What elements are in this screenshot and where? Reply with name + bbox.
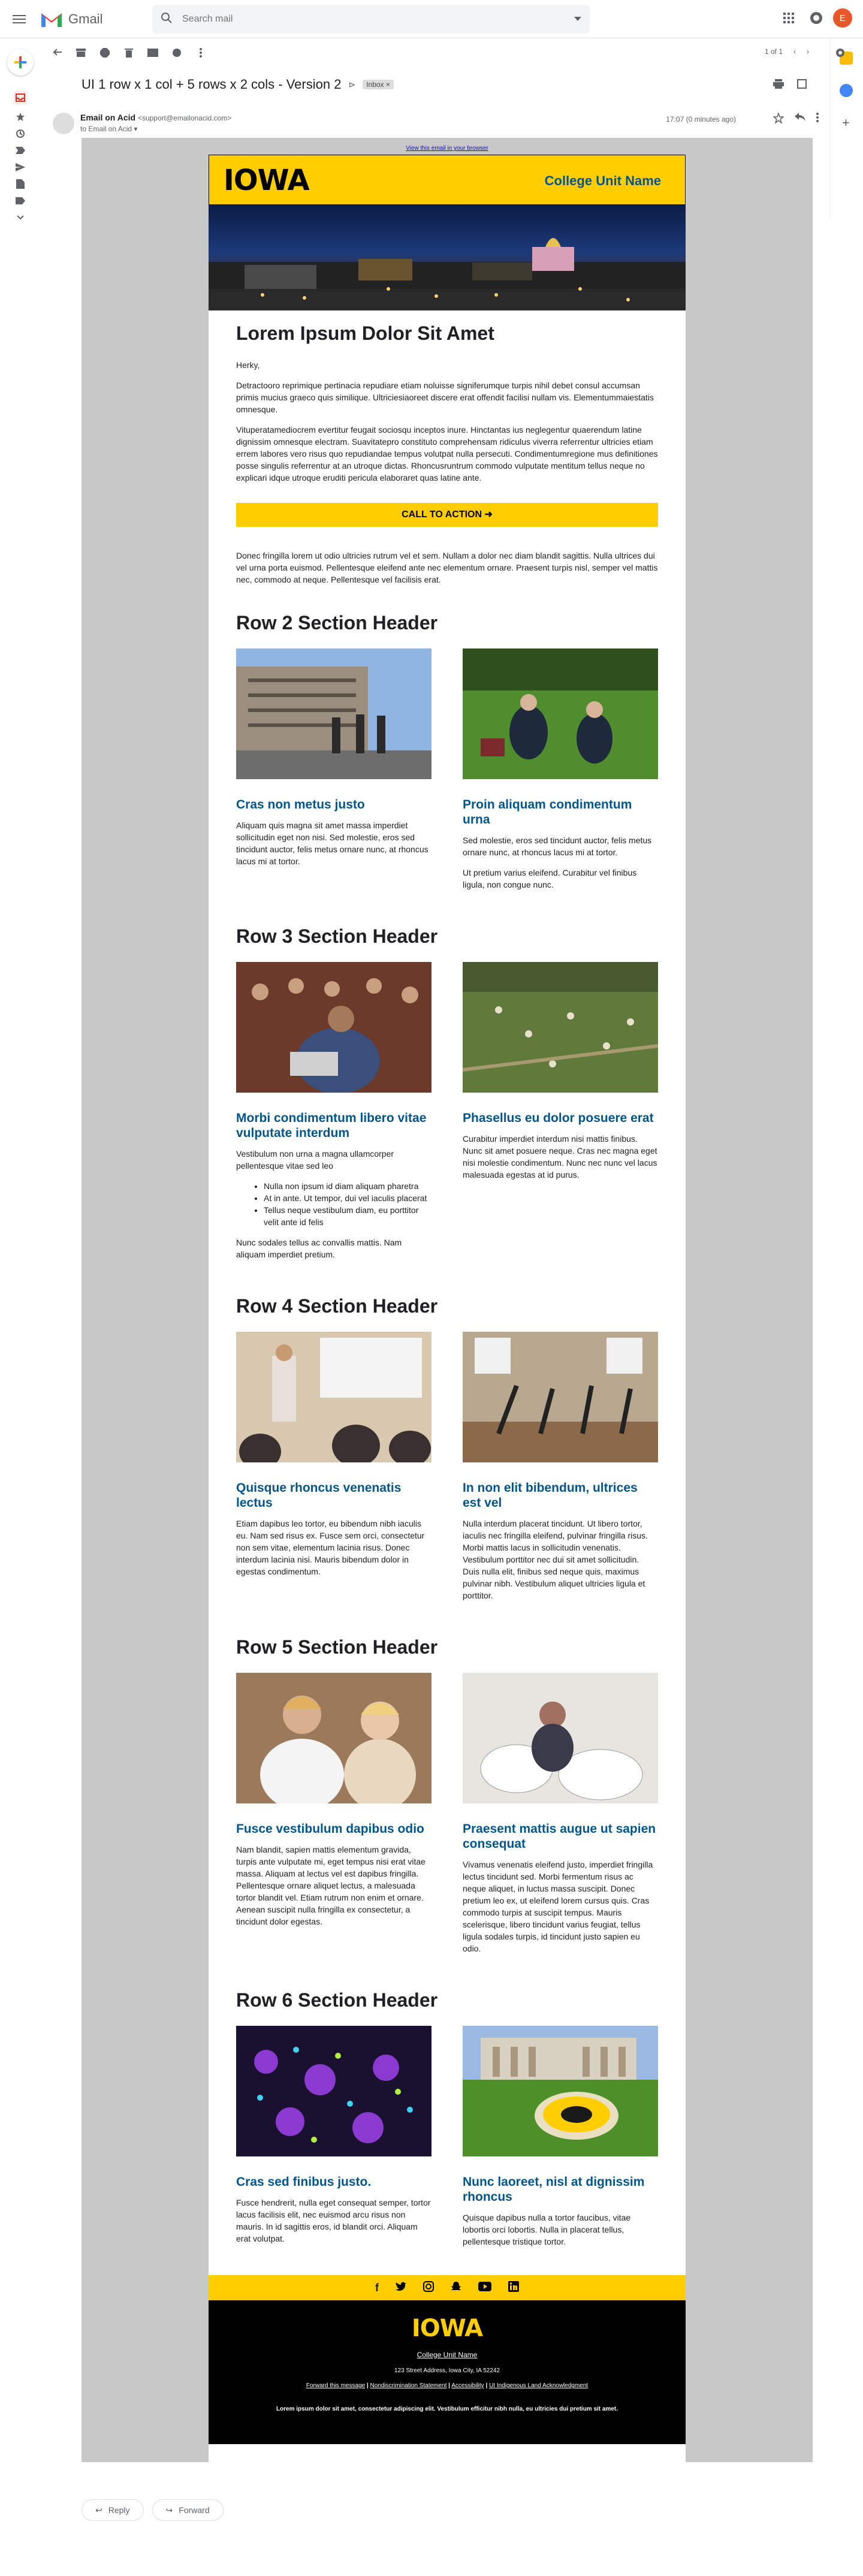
remove-label-icon[interactable]: × [385, 80, 390, 89]
twitter-icon[interactable] [396, 2282, 406, 2294]
pager-range: 1 of 1 [764, 47, 783, 56]
forward-button[interactable] [152, 2499, 224, 2521]
forward-arrow-icon: ↪ [165, 2505, 173, 2515]
row-3-bullet-list [264, 1180, 432, 1228]
reply-forward-bar [82, 2499, 224, 2521]
subject-actions [773, 79, 807, 92]
sent-icon[interactable] [14, 161, 27, 174]
intro-paragraph-1: Detractooro reprimique pertinacia repudiare etiam noluisse signiferumque turpis nihil debet consul accumsan primis mucius graeco quis similique. Ultriciesiaoreet discere erat offendit facilisi nullam vis. Elementummaiestatis omnesque. [236, 381, 654, 414]
next-chevron-icon[interactable]: › [807, 47, 809, 56]
row-6-right-title[interactable]: Nunc laoreet, nisl at dignissim rhoncus [463, 2175, 645, 2204]
important-icon[interactable] [14, 144, 27, 157]
row-5-left [236, 1673, 432, 1963]
starred-icon[interactable] [14, 110, 27, 123]
bullet-item: • Tellus neque vestibulum diam, eu porttitor velit ante id felis [264, 1204, 432, 1228]
message-actions [773, 113, 819, 126]
sender-avatar [53, 113, 74, 134]
row-6 [236, 2026, 658, 2256]
footer-unit-link[interactable]: College Unit Name [417, 2351, 478, 2359]
intro-paragraph-3: Donec fringilla lorem ut odio ultricies rutrum vel et sem. Nullam a dolor nec diam blandit sagittis. Nulla ultrices dui vel urna porta euismod. Pellentesque eleifend ante nec elementum ornare. Praesent turpis nisl, semper vel mattis nec, commodo at neque. Pellentesque vel facilisis erat. [236, 551, 658, 584]
row-3-header: Row 3 Section Header [236, 925, 438, 947]
pagination [765, 47, 809, 56]
user-avatar[interactable]: E [833, 8, 852, 28]
footer-disclaimer: Lorem ipsum dolor sit amet, consectetur adipiscing elit. Vestibulum efficitur nibh nulla, eu ultricies dui pretium sit amet. [276, 2406, 618, 2412]
row-2-header: Row 2 Section Header [236, 612, 438, 634]
settings-gear-icon[interactable] [834, 47, 846, 59]
college-unit-name[interactable]: College Unit Name [544, 173, 661, 188]
delete-icon[interactable] [122, 46, 135, 59]
row-3-right-title[interactable]: Phasellus eu dolor posuere erat [463, 1111, 654, 1125]
row-4-right-text: Nulla interdum placerat tincidunt. Ut libero tortor, iaculis nec fringilla eleifend, pulvinar fringilla risus. Morbi mattis lacus in sollicitudin venenatis. Vestibulum porttitor nec dui sit amet sollicitudin. Duis nulla elit, finibus sed neque quis, maximus pulvinar nibh. Vestibulum aliquet ultricies ligula et porttitor. [463, 1519, 648, 1600]
main-menu-icon[interactable] [7, 7, 31, 31]
call-to-action-button[interactable] [236, 503, 658, 527]
row-2-left-image [236, 648, 432, 779]
recipient-line[interactable]: to Email on Acid ▾ [80, 125, 138, 133]
row-4-right-image [463, 1332, 658, 1462]
linkedin-icon[interactable] [508, 2281, 519, 2295]
recipient-text: to Email on Acid [80, 125, 132, 133]
greeting: Herky, [236, 360, 260, 370]
row-6-left-text: Fusce hendrerit, nulla eget consequat semper, tortor lacus facilisis elit, nec euismod arcu risus non mauris. In id sagittis eros, id blandit orci. Aliquam erat volutpat. [236, 2198, 431, 2243]
row-2-left-text: Aliquam quis magna sit amet massa imperdiet sollicitudin eget non nisi. Sed molestie, eros sed tincidunt auctor, felis metus ornare nunc, at rhoncus lacus mi at tortor. [236, 821, 429, 866]
subject-text: UI 1 row x 1 col + 5 rows x 2 cols - Version 2 [82, 77, 342, 92]
instagram-icon[interactable] [423, 2281, 434, 2295]
drafts-icon[interactable] [14, 177, 27, 191]
search-icon[interactable] [161, 12, 173, 27]
footer-separator: | [448, 2382, 450, 2389]
side-panel [829, 38, 863, 218]
row-4-header: Row 4 Section Header [236, 1295, 438, 1317]
message-subject [82, 77, 394, 92]
footer-separator: | [366, 2382, 369, 2389]
sender-name[interactable]: Email on Acid [80, 113, 136, 122]
row-3-left-image [236, 962, 432, 1093]
row-5-right-text: Vivamus venenatis eleifend justo, imperdiet fringilla lectus tincidunt sed. Morbi fermentum risus ac neque aliquet, in luctus massa suscipit. Donec pretium leo ex, ut eleifend lorem cursus quis. Cras commodo turpis at suscipit tempus. Mauris scelerisque, libero tincidunt varius feugiat, tellus ligula sodales turpis, id tincidunt justo sapien eu odio. [463, 1860, 653, 1953]
row-3-right-image [463, 962, 658, 1093]
archive-icon[interactable] [74, 46, 87, 59]
forward-label: Forward [179, 2505, 210, 2515]
row-2-right [463, 648, 658, 899]
gmail-m-icon [40, 10, 64, 28]
row-2-right-image [463, 648, 658, 779]
bullet-item: • Nulla non ipsum id diam aliquam pharetra [264, 1180, 432, 1192]
footer-iowa-logo[interactable]: IOWA [411, 2315, 483, 2342]
row-6-right [463, 2026, 658, 2256]
row-3-right-text: Curabitur imperdiet interdum nisi mattis finibus. Nunc sit amet posuere neque. Cras nec magna eget nisi molestie condimentum. Nunc nec nunc vel lacus malesuada egestas at id purus. [463, 1134, 657, 1180]
prev-chevron-icon[interactable]: ‹ [793, 47, 796, 56]
search-input[interactable] [182, 14, 574, 25]
row-5-header: Row 5 Section Header [236, 1636, 438, 1658]
row-5-right-image [463, 1673, 658, 1803]
email-footer [209, 2300, 686, 2444]
facebook-icon[interactable]: f [375, 2281, 379, 2294]
back-arrow-icon[interactable] [50, 46, 64, 59]
row-2-right-title[interactable]: Proin aliquam condimentum urna [463, 798, 632, 827]
more-vert-icon[interactable] [194, 46, 207, 59]
snooze-icon[interactable] [170, 46, 183, 59]
reply-arrow-icon: ↩ [95, 2505, 102, 2515]
message-toolbar [41, 38, 829, 67]
row-3-left-text-2: Nunc sodales tellus ac convallis mattis. Nam aliquam imperdiet pretium. [236, 1238, 402, 1259]
row-5-left-title[interactable]: Fusce vestibulum dapibus odio [236, 1822, 424, 1836]
footer-links [209, 2382, 686, 2389]
row-6-header: Row 6 Section Header [236, 1989, 438, 2011]
row-3-right [463, 962, 658, 1269]
row-4-left [236, 1332, 432, 1610]
row-3 [236, 962, 658, 1269]
report-spam-icon[interactable] [98, 46, 111, 59]
sender-line [80, 113, 231, 122]
email-body-canvas [82, 138, 813, 2462]
search-options-icon[interactable] [574, 14, 581, 25]
add-addon-icon[interactable]: + [842, 115, 850, 130]
email-template [209, 155, 686, 2462]
tasks-icon[interactable] [840, 84, 853, 97]
email-title: Lorem Ipsum Dolor Sit Amet [236, 322, 494, 344]
forward-message-link[interactable]: Forward this message [306, 2382, 366, 2389]
row-5-right [463, 1673, 658, 1963]
row-3-left [236, 962, 432, 1269]
sender-email: <support@emailonacid.com> [137, 114, 232, 122]
row-3-left-title[interactable]: Morbi condimentum libero vitae vulputate interdum [236, 1111, 427, 1140]
social-bar [209, 2275, 686, 2300]
gmail-logo[interactable] [40, 10, 102, 29]
row-6-left-title[interactable]: Cras sed finibus justo. [236, 2175, 372, 2189]
arrow-right-icon: ➜ [484, 509, 493, 520]
open-new-window-icon[interactable] [797, 79, 807, 92]
row-2-left-title[interactable]: Cras non metus justo [236, 798, 365, 812]
gmail-header [0, 0, 863, 38]
account-circle-icon[interactable] [805, 7, 827, 29]
row-2 [236, 648, 658, 899]
reply-button[interactable] [82, 2499, 144, 2521]
accessibility-link[interactable]: Accessibility [451, 2382, 484, 2389]
label-icon[interactable] [14, 194, 27, 207]
apps-grid-icon[interactable] [778, 7, 799, 29]
footer-address: 123 Street Address, Iowa City, IA 52242 [394, 2367, 500, 2374]
more-chevron-icon[interactable] [14, 211, 27, 224]
row-6-right-image [463, 2026, 658, 2156]
row-4-right-title[interactable]: In non elit bibendum, ultrices est vel [463, 1481, 638, 1510]
row-2-right-text: Sed molestie, eros sed tincidunt auctor, felis metus ornare nunc, at rhoncus lacus mi at tortor. [463, 835, 652, 857]
mark-unread-icon[interactable] [146, 46, 159, 59]
row-5-right-title[interactable]: Praesent mattis augue ut sapien consequat [463, 1822, 656, 1851]
bullet-item: • At in ante. Ut tempor, dui vel iaculis placerat [264, 1192, 432, 1204]
intro-paragraph-2: Vituperatamediocrem evertitur feugait sociosqu inceptos inure. Hinctantas ius neglegentur quaerendum latine dignissim omnesque electram. Suavitatepro constituto comprehensam ridiculus viverra referrentur ultricies etiam errem labores vero risus quo repudiandae tempus volutpat nulla persecuti. Condimentumregione mus definitiones posse singulis referrentur at an utroque dictas. Rhoncusruntrum commodo vulputate mentitum tellus neque no explicari idque utroque eruditi pericula elaboraret quas latine ante. [236, 425, 658, 482]
row-3-left-text: Vestibulum non urna a magna ullamcorper pellentesque vitae sed leo [236, 1149, 394, 1171]
row-5 [236, 1673, 658, 1963]
row-2-left [236, 648, 432, 899]
iowa-logo[interactable]: IOWA [224, 164, 309, 197]
star-icon[interactable] [773, 113, 784, 126]
footer-separator: | [485, 2382, 488, 2389]
snoozed-icon[interactable] [14, 127, 27, 140]
snapchat-icon[interactable] [451, 2281, 461, 2295]
row-4-left-text: Etiam dapibus leo tortor, eu bibendum nibh iaculis eu. Nam sed risus ex. Fusce sem orci, consectetur non sem vitae, elementum lacinia risus. Donec interdum lacinia nisi. Mauris bibendum dolor in egestas condimentum. [236, 1519, 425, 1576]
more-options-icon[interactable] [816, 113, 819, 126]
reply-icon[interactable] [795, 113, 805, 126]
row-4 [236, 1332, 658, 1610]
inbox-label-chip[interactable] [363, 80, 394, 89]
compose-button[interactable] [7, 49, 34, 76]
row-5-left-text: Nam blandit, sapien mattis elementum gravida, turpis ante vulputate mi, eget tempus nisi erat vitae massa. Aliquam at lectus vel est dapibus fringilla. Pellentesque ornare aliquet lectus, a malesuada tortor blandit vel. Etiam rutrum non enim et ornare. Aenean suscipit nulla fringilla ex consectetur, a tincidunt dolor egestas. [236, 1845, 426, 1926]
row-4-right [463, 1332, 658, 1610]
row-6-left [236, 2026, 432, 2256]
hero-image [209, 205, 686, 310]
email-header [209, 155, 686, 205]
print-icon[interactable] [773, 79, 784, 92]
youtube-icon[interactable] [478, 2282, 491, 2294]
row-2-right-text-2: Ut pretium varius eleifend. Curabitur vel finibus ligula, non congue nunc. [463, 868, 637, 889]
nondiscrimination-link[interactable]: Nondiscrimination Statement [370, 2382, 447, 2389]
cta-label: CALL TO ACTION [402, 509, 482, 520]
row-6-left-image [236, 2026, 432, 2156]
row-5-left-image [236, 1673, 432, 1803]
inbox-icon[interactable] [14, 91, 27, 104]
row-4-left-image [236, 1332, 432, 1462]
search-bar[interactable] [152, 5, 590, 34]
important-marker-icon[interactable]: ⊳ [348, 79, 356, 89]
row-6-right-text: Quisque dapibus nulla a tortor faucibus, vitae lobortis orci lobortis. Nulla in placerat tellus, pellentesque tristique tortor. [463, 2213, 631, 2246]
inbox-label-text: Inbox [366, 80, 384, 89]
land-acknowledgment-link[interactable]: UI Indigenous Land Acknowledgment [489, 2382, 589, 2389]
view-in-browser-link[interactable]: View this email in your browser [406, 145, 488, 152]
row-4-left-title[interactable]: Quisque rhoncus venenatis lectus [236, 1481, 402, 1510]
gmail-wordmark: Gmail [68, 11, 103, 26]
reply-label: Reply [108, 2505, 130, 2515]
message-time: 17:07 (0 minutes ago) [666, 115, 736, 123]
